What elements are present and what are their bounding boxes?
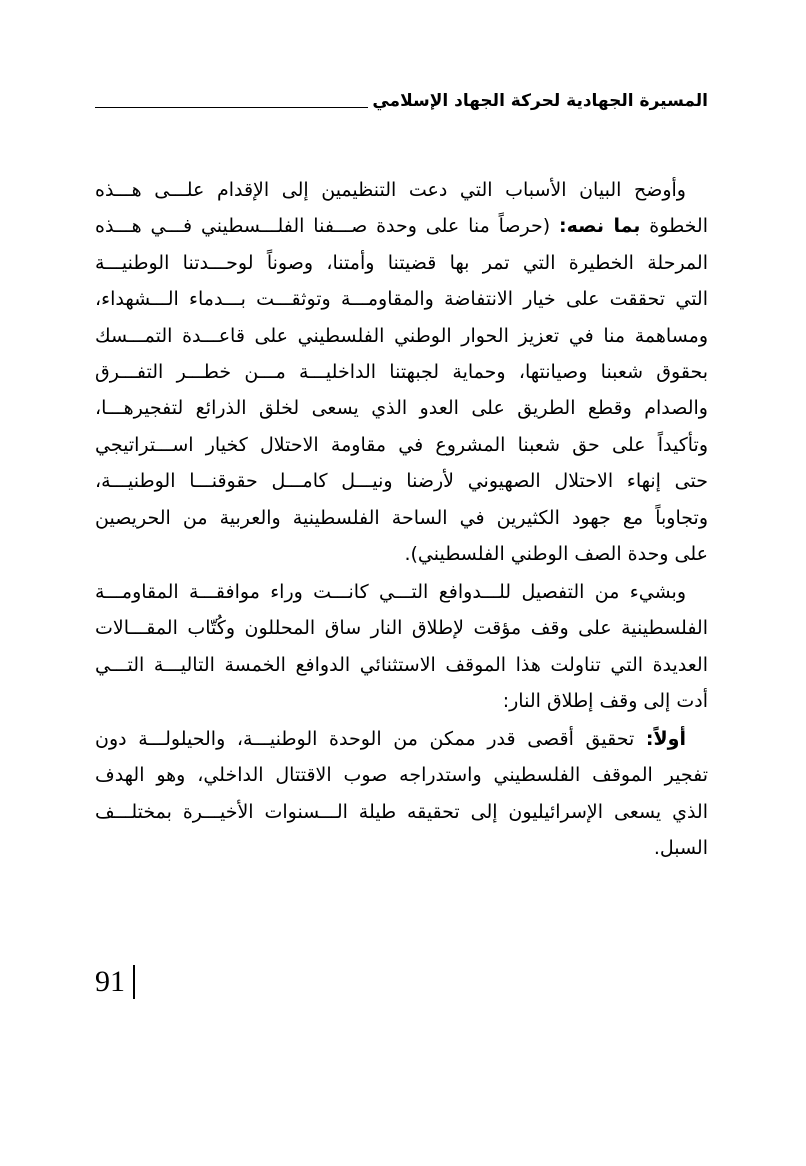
text-line [95,683,708,719]
text-line [95,757,708,793]
page-number-divider [133,965,135,999]
text-line [95,647,708,683]
text-segment: السبل. [653,837,708,860]
text-segment: والصدام وقطع الطريق على العدو الذي يسعى لخلق الذرائع لتفجيرهـــا، [95,397,708,420]
text-line [95,794,708,830]
bold-phrase: أولاً: [645,727,686,750]
text-segment: الخطوة [640,215,708,238]
text-line [95,318,708,354]
text-segment: (حرصاً منا على وحدة صـــفنا الفلـــسطيني فـــي هـــذه [95,215,560,238]
text-segment: وأوضح البيان الأسباب التي دعت التنظيمين إلى الإقدام علـــى هـــذه [95,179,686,201]
text-segment: الذي يسعى الإسرائيليون إلى تحقيقه طيلة الـــسنوات الأخيـــرة بمختلـــف [95,800,708,823]
text-segment: المرحلة الخطيرة التي تمر بها قضيتنا وأمتنا، وصوناً لوحـــدتنا الوطنيـــة [95,251,708,274]
running-header [95,86,708,116]
text-segment: حتى إنهاء الاحتلال الصهيوني لأرضنا ونيـــل كامـــل حقوقنـــا الوطنيـــة، [95,470,708,493]
text-line [95,245,708,281]
text-line [95,721,708,757]
text-line [95,281,708,317]
text-segment: التي تحققت على خيار الانتفاضة والمقاومـــة وتوثقـــت بـــدماء الـــشهداء، [95,288,708,311]
text-segment: وتأكيداً على حق شعبنا المشروع في مقاومة الاحتلال كخيار اســـتراتيجي [95,433,708,456]
text-line [95,830,708,866]
text-line [95,354,708,390]
text-line [95,536,708,572]
bold-phrase: بما نصه: [559,215,641,238]
text-line [95,208,708,244]
text-line [95,172,708,208]
text-line [95,500,708,536]
header-rule [95,107,368,108]
text-line [95,463,708,499]
text-line [95,390,708,426]
page-number: 91 [95,965,125,998]
text-segment: بحقوق شعبنا وصيانتها، وحماية لجبهتنا الداخليـــة مـــن خطـــر التفـــرق [95,360,708,383]
page-number-block [95,965,135,999]
text-segment: على وحدة الصف الوطني الفلسطيني). [404,542,708,565]
text-line [95,610,708,646]
text-segment: ومساهمة منا في تعزيز الحوار الوطني الفلسطيني على قاعـــدة التمـــسك [95,324,708,347]
text-segment: أدت إلى وقف إطلاق النار: [502,689,708,712]
header-title: المسيرة الجهادية لحركة الجهاد الإسلامي [372,91,708,111]
text-segment: وبشيء من التفصيل للـــدوافع التـــي كانـــت وراء موافقـــة المقاومـــة [95,580,686,603]
text-segment: تفجير الموقف الفلسطيني واستدراجه صوب الاقتتال الداخلي، وهو الهدف [95,764,708,787]
text-segment: العديدة التي تناولت هذا الموقف الاستثنائي الدوافع الخمسة التاليـــة التـــي [95,653,708,676]
text-segment: الفلسطينية على وقف مؤقت لإطلاق النار ساق المحللون وكُتّاب المقـــالات [95,617,708,640]
body-text [95,172,708,866]
text-line [95,574,708,610]
text-line [95,427,708,463]
text-segment: تحقيق أقصى قدر ممكن من الوحدة الوطنيـــة، والحيلولـــة دون [95,727,646,750]
text-segment: وتجاوباً مع جهود الكثيرين في الساحة الفلسطينية والعربية من الحريصين [95,506,708,529]
